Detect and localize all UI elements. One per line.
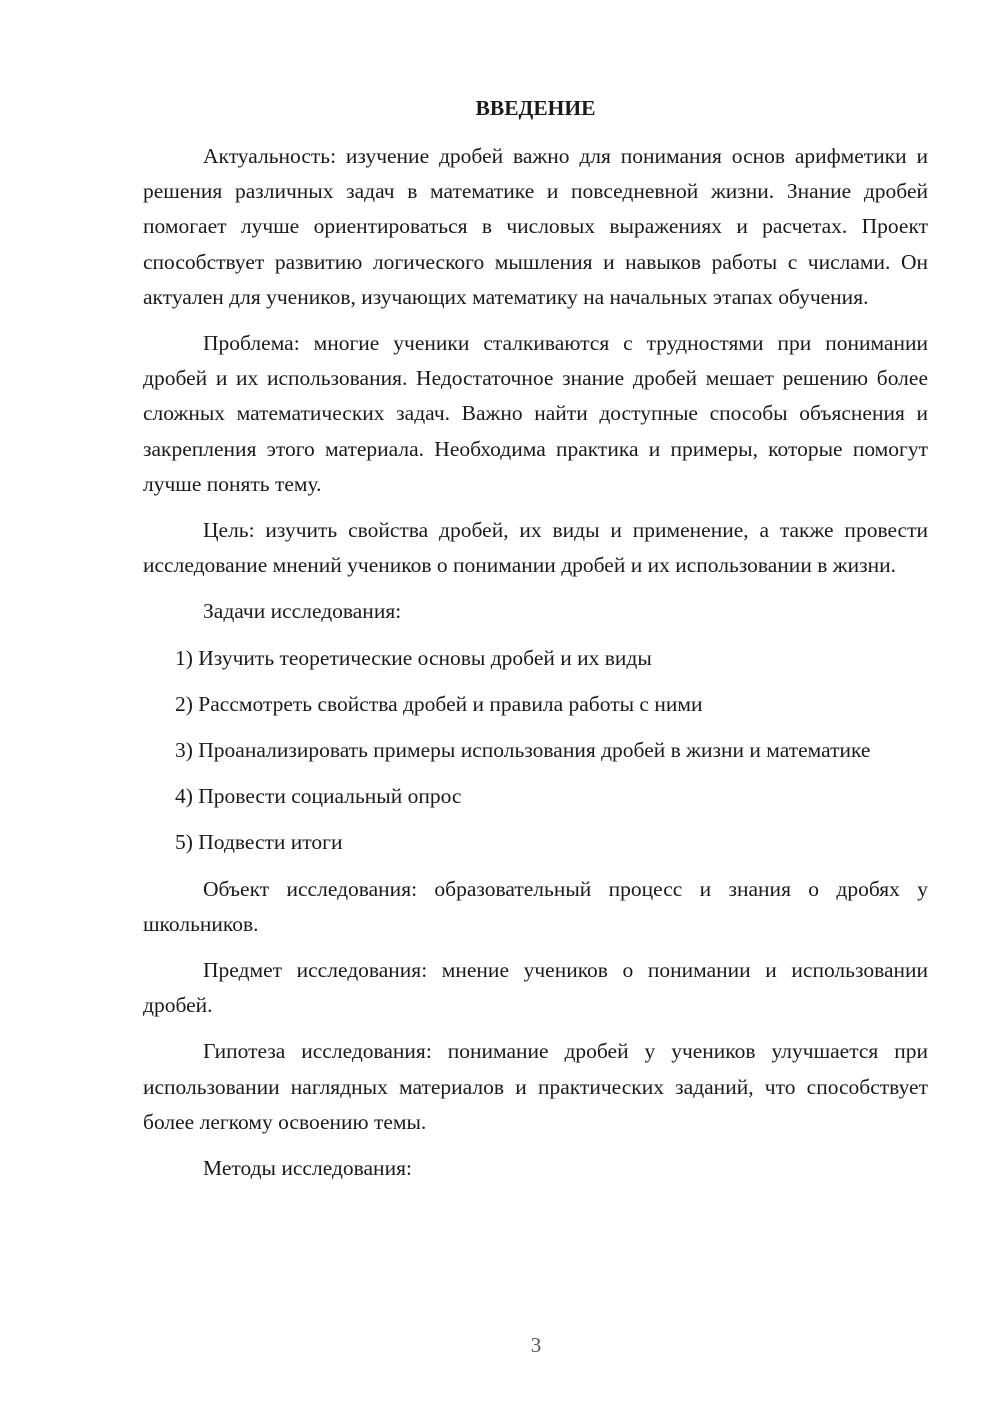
page-content <box>143 91 928 1197</box>
paragraph-subject: Предмет исследования: мнение учеников о понимании и использовании дробей. <box>143 958 928 1018</box>
paragraph-object: Объект исследования: образовательный процесс и знания о дробях у школьников. <box>143 876 928 936</box>
task-item-2: 2) Рассмотреть свойства дробей и правила работы с ними <box>175 691 703 716</box>
task-item-4: 4) Провести социальный опрос <box>175 784 462 809</box>
paragraph-relevance: Актуальность: изучение дробей важно для понимания основ арифметики и решения различных задач в математике и повседневной жизни. Знание дробей помогает лучше ориентироваться в числовых выражениях и расчетах. Проект способствует развитию логического мышления и навыков работы с числами. Он актуален для учеников, изучающих математику на начальных этапах обучения. <box>143 144 928 309</box>
task-item-5: 5) Подвести итоги <box>175 830 343 855</box>
task-item-1: 1) Изучить теоретические основы дробей и их виды <box>175 645 652 670</box>
task-item-3: 3) Проанализировать примеры использования дробей в жизни и математике <box>175 738 871 763</box>
paragraph-problem: Проблема: многие ученики сталкиваются с трудностями при понимании дробей и их использования. Недостаточное знание дробей мешает решению более сложных математических задач. Важно найти доступные способы объяснения и закрепления этого материала. Необходима практика и примеры, которые помогут лучше понять тему. <box>143 331 928 496</box>
paragraph-tasks-heading: Задачи исследования: <box>203 599 402 624</box>
section-title: ВВЕДЕНИЕ <box>475 96 596 120</box>
paragraph-hypothesis: Гипотеза исследования: понимание дробей у учеников улучшается при использовании наглядных материалов и практических заданий, что способствует более легкому освоению темы. <box>143 1039 928 1134</box>
page-number: 3 <box>530 1333 542 1357</box>
paragraph-goal: Цель: изучить свойства дробей, их виды и применение, а также провести исследование мнений учеников о понимании дробей и их использовании в жизни. <box>143 518 928 578</box>
paragraph-methods: Методы исследования: <box>203 1156 412 1181</box>
